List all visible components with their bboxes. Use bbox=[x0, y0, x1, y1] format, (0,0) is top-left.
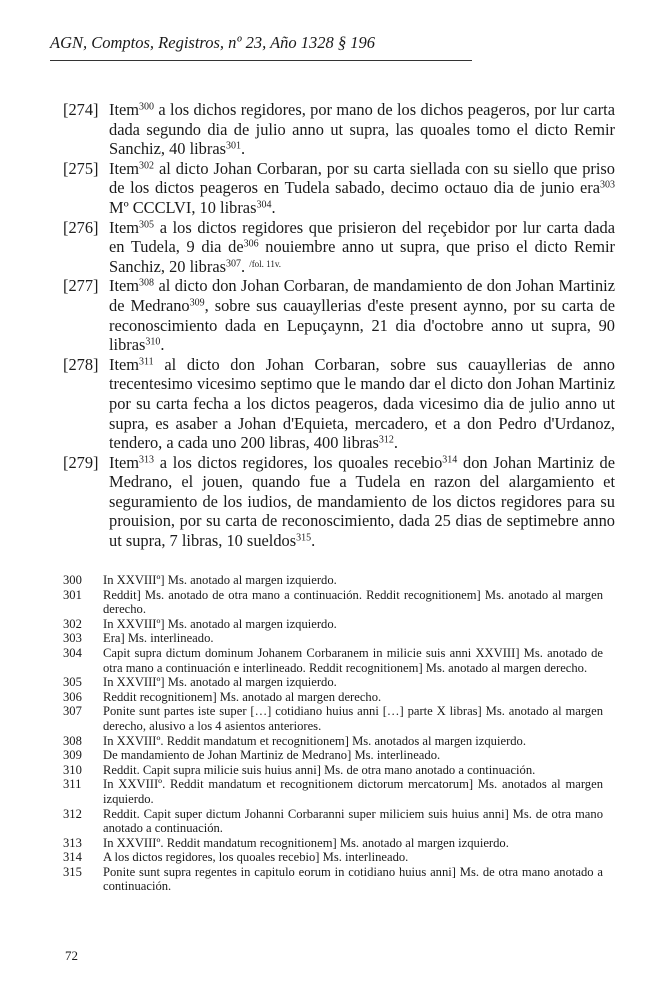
footnote-ref: 302 bbox=[139, 160, 155, 172]
entry-number: [276] bbox=[63, 217, 99, 237]
footnotes-list bbox=[63, 573, 603, 894]
entry-segment: Mº CCCLVI, 10 libras bbox=[109, 197, 257, 217]
footnote-text: In XXVIIIº. Reddit mandatum et recognitionem] Ms. anotados al margen izquierdo. bbox=[103, 733, 527, 748]
footnote-text: In XXVIIIº. Reddit mandatum recognitionem] Ms. anotado al margen izquierdo. bbox=[103, 835, 509, 850]
footnote bbox=[63, 865, 603, 894]
entry-segment: Item bbox=[109, 354, 140, 374]
footnote-ref: 312 bbox=[378, 434, 394, 446]
running-header: AGN, Comptos, Registros, nº 23, Año 1328 § 196 bbox=[50, 33, 376, 52]
entry-segment: Item bbox=[109, 452, 140, 472]
footnote bbox=[63, 690, 603, 705]
footnote-number: 310 bbox=[63, 762, 82, 777]
entry-segment: . bbox=[393, 433, 399, 453]
footnote bbox=[63, 588, 603, 617]
footnote-text: Era] Ms. interlineado. bbox=[103, 631, 214, 646]
footnote-number: 305 bbox=[63, 675, 82, 690]
footnote-number: 306 bbox=[63, 689, 82, 704]
entry-segment: Item bbox=[109, 217, 140, 237]
entry-segment: a los dictos regidores que prisieron del reçebidor por lur carta dada en Tudela, 9 dia de bbox=[109, 217, 615, 257]
footnote-ref: 301 bbox=[225, 140, 241, 152]
entry-number: [278] bbox=[63, 354, 99, 374]
footnote bbox=[63, 850, 603, 865]
entry-text bbox=[109, 100, 615, 159]
footnote-ref: 304 bbox=[256, 199, 272, 211]
entry-segment: al dicto don Johan Corbaran, sobre sus cauayllerias de anno trecentesimo vicesimo septimo que le mando dar el dicto don Johan Martiniz por su carta fecha a los dictos peageros, dada vicesimo dia de julio anno ut supra, es asaber a Johan d'Equieta, mercadero, et a don Pedro d'Urdanoz, tendero, a cada uno 200 libras, 400 libras bbox=[109, 354, 615, 453]
entry bbox=[63, 276, 615, 354]
footnote-number: 308 bbox=[63, 733, 82, 748]
header-rule bbox=[50, 60, 472, 61]
footnote-ref: 305 bbox=[139, 219, 155, 231]
entry bbox=[63, 218, 615, 277]
entry-segment: . bbox=[240, 139, 246, 159]
entry-number: [275] bbox=[63, 158, 99, 178]
entry-segment: . bbox=[271, 197, 276, 217]
footnote-text: Capit supra dictum dominum Johanem Corbaranem in milicie suis anni XXVIII] Ms. anotado de otra mano a continuación e interlineado. Reddit recognitionem] Ms. anotado al margen derecho. bbox=[103, 645, 603, 675]
entry-segment: Item bbox=[109, 158, 140, 178]
footnote-ref: 315 bbox=[296, 532, 312, 544]
footnote-ref: 313 bbox=[139, 454, 155, 466]
entry-text bbox=[109, 355, 615, 453]
page-number: 72 bbox=[65, 948, 78, 963]
footnote-ref: 310 bbox=[145, 336, 161, 348]
entry-segment: Item bbox=[109, 100, 140, 119]
footnote-ref: 311 bbox=[139, 356, 154, 368]
entry-segment: , sobre sus cauayllerias d'este present aynno, por su carta de reconoscimiento dada en Lepuçaynn, 21 dia d'octobre anno ut supra, 90 libras bbox=[109, 295, 615, 355]
entry-segment: al dicto Johan Corbaran, por su carta siellada con su siello que priso de los dictos peageros en Tudela sabado, decimo octauo dia de junio era bbox=[109, 158, 615, 198]
entry-text bbox=[109, 276, 615, 354]
entry-segment: a los dictos regidores, los quoales recebio bbox=[154, 452, 443, 472]
footnote bbox=[63, 675, 603, 690]
footnote bbox=[63, 617, 603, 632]
entry bbox=[63, 100, 615, 159]
entry-text bbox=[109, 218, 615, 277]
footnote-number: 313 bbox=[63, 835, 82, 850]
footnote-ref: 314 bbox=[442, 454, 458, 466]
entry-segment: Item bbox=[109, 276, 140, 296]
entry bbox=[63, 355, 615, 453]
footnote-number: 309 bbox=[63, 748, 82, 763]
footnote-text: De mandamiento de Johan Martiniz de Medrano] Ms. interlineado. bbox=[103, 748, 441, 763]
entry-segment: nouiembre anno ut supra, que priso el dicto Remir Sanchiz, 20 libras bbox=[109, 237, 615, 276]
footnote-text: Ponite sunt supra regentes in capitulo eorum in cotidiano huius anni] Ms. de otra mano anotado a continuación. bbox=[103, 864, 603, 894]
footnote bbox=[63, 631, 603, 646]
footnote-ref: 307 bbox=[225, 258, 241, 270]
footnote bbox=[63, 748, 603, 763]
footnote-number: 311 bbox=[63, 777, 82, 792]
footnote-text: A los dictos regidores, los quoales recebio] Ms. interlineado. bbox=[103, 850, 409, 865]
entry-text bbox=[109, 159, 615, 218]
entry-segment: al dicto don Johan Corbaran, de mandamiento de don Johan Martiniz de Medrano bbox=[109, 276, 615, 315]
footnote-text: Reddit recognitionem] Ms. anotado al margen derecho. bbox=[103, 689, 382, 704]
entry-number: [279] bbox=[63, 452, 99, 472]
footnote-ref: 309 bbox=[189, 297, 205, 309]
entry-number: [277] bbox=[63, 276, 99, 296]
footnote-text: Reddit] Ms. anotado de otra mano a continuación. Reddit recognitionem] Ms. anotado al margen derecho. bbox=[103, 587, 603, 617]
folio-marker: /fol. 11v. bbox=[249, 258, 282, 269]
footnote bbox=[63, 836, 603, 851]
footnote-ref: 308 bbox=[139, 277, 155, 289]
footnote-text: In XXVIIIº] Ms. anotado al margen izquierdo. bbox=[103, 675, 337, 690]
footnote-number: 300 bbox=[63, 573, 82, 587]
footnote-text: Ponite sunt partes iste super […] cotidiano huius anni […] parte X libras] Ms. anotado al margen derecho, alusivo a los 4 asientos anteriores. bbox=[103, 704, 603, 733]
footnote bbox=[63, 646, 603, 675]
entry-segment: . bbox=[240, 256, 250, 276]
entry-segment: a los dichos regidores, por mano de los dichos peageros, por lur carta dada segundo dia de julio anno ut supra, las quoales tomo el dicto Remir Sanchiz, 40 libras bbox=[109, 100, 615, 159]
footnote bbox=[63, 734, 603, 749]
footnote-number: 314 bbox=[63, 850, 82, 865]
entry-segment: don Johan Martiniz de Medrano, el jouen, quando fue a Tudela en razon del alargamiento et seguramiento de los iudios, de mandamiento de los dictos regidores para su prouision, por su carta de reconoscimiento, dada 25 dias de septimebre anno ut supra, 7 libras, 10 sueldos bbox=[109, 452, 615, 551]
footnote-text: In XXVIIIº] Ms. anotado al margen izquierdo. bbox=[103, 616, 337, 631]
footnote-number: 302 bbox=[63, 616, 82, 631]
footnote-ref: 300 bbox=[139, 101, 155, 113]
footnote bbox=[63, 763, 603, 778]
footnote-ref: 306 bbox=[243, 238, 259, 250]
footnote-text: Reddit. Capit supra milicie suis huius anni] Ms. de otra mano anotado a continuación. bbox=[103, 762, 536, 777]
entry-segment: . bbox=[160, 335, 165, 355]
entry bbox=[63, 159, 615, 218]
footnote-number: 303 bbox=[63, 631, 82, 646]
footnote-number: 304 bbox=[63, 645, 82, 660]
footnote-ref: 303 bbox=[600, 179, 615, 191]
footnote bbox=[63, 807, 603, 836]
footnote-number: 312 bbox=[63, 806, 82, 821]
entry-segment: . bbox=[311, 531, 316, 551]
footnote bbox=[63, 704, 603, 733]
entries-list bbox=[63, 100, 615, 551]
entry-text bbox=[109, 453, 615, 551]
footnote-text: Reddit. Capit super dictum Johanni Corbaranni super miliciem suis huius anni] Ms. de otra mano anotado a continuación. bbox=[103, 806, 603, 836]
entry bbox=[63, 453, 615, 551]
entry-number: [274] bbox=[63, 100, 99, 119]
footnote bbox=[63, 777, 603, 806]
footnote-number: 301 bbox=[63, 587, 82, 602]
footnote-number: 307 bbox=[63, 704, 82, 719]
footnote bbox=[63, 573, 603, 588]
footnote-number: 315 bbox=[63, 864, 82, 879]
footnote-text: In XXVIIIº. Reddit mandatum et recognitionem dictorum mercatorum] Ms. anotados al margen izquierdo. bbox=[103, 777, 603, 806]
footnote-text: In XXVIIIº] Ms. anotado al margen izquierdo. bbox=[103, 573, 337, 587]
